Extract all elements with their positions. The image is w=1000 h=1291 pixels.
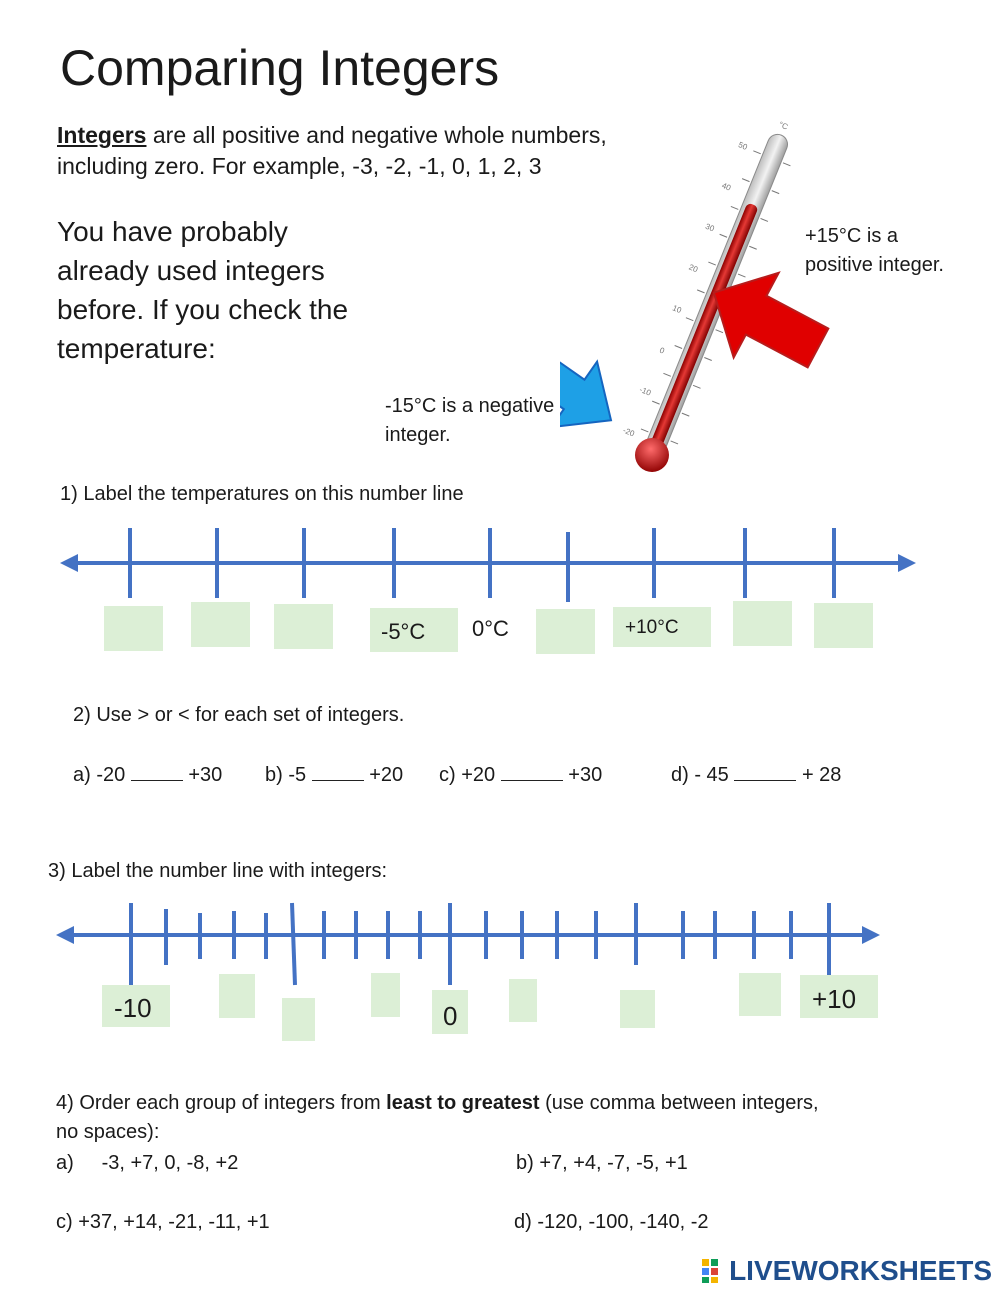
- logo-text: LIVEWORKSHEETS: [729, 1255, 992, 1286]
- label-plus10c: +10°C: [625, 617, 679, 638]
- arrow-left-icon: [56, 926, 74, 944]
- unit-label: °C: [777, 119, 790, 132]
- positive-integer-note: +15°C is a positive integer.: [805, 225, 944, 276]
- label-minus10: -10: [114, 993, 152, 1023]
- q4-prompt: 4) Order each group of integers from least to greatest (use comma between integers, no spaces):: [56, 1092, 819, 1143]
- label-0c: 0°C: [472, 616, 509, 641]
- scale-label-30: 30: [704, 221, 716, 234]
- q2-item-c: c) +20 +30: [439, 764, 603, 786]
- temperature-paragraph: You have probably already used integers before. If you check the temperature:: [57, 216, 349, 364]
- answer-box[interactable]: [371, 973, 400, 1017]
- q3-prompt: 3) Label the number line with integers:: [48, 860, 388, 882]
- q4-item-c: c) +37, +14, -21, -11, +1: [56, 1211, 270, 1233]
- scale-label-40: 40: [720, 180, 733, 193]
- answer-box[interactable]: [282, 998, 315, 1041]
- answer-box[interactable]: [814, 603, 873, 648]
- answer-blank[interactable]: [501, 762, 563, 781]
- integers-term: Integers: [57, 122, 147, 148]
- q2-item-a: a) -20 +30: [73, 764, 223, 786]
- answer-box[interactable]: [536, 609, 595, 654]
- intro-line2: including zero. For example, -3, -2, -1, 0, 1, 2, 3: [57, 153, 542, 179]
- answer-box[interactable]: [191, 602, 250, 647]
- answer-blank[interactable]: [734, 762, 796, 781]
- arrow-left-icon: [60, 554, 78, 572]
- q4-item-a: a) -3, +7, 0, -8, +2: [56, 1152, 239, 1174]
- scale-label-minus20: -20: [621, 425, 636, 439]
- thermometer-illustration: [560, 100, 900, 480]
- intro-line1: are all positive and negative whole numbers,: [146, 122, 607, 148]
- negative-integer-note: -15°C is a negative integer.: [385, 395, 555, 446]
- arrow-right-icon: [898, 554, 916, 572]
- answer-box[interactable]: [104, 606, 163, 651]
- scale-label-50: 50: [736, 140, 749, 152]
- scale-label-10: 10: [671, 303, 683, 316]
- answer-box[interactable]: [509, 979, 537, 1022]
- label-0: 0: [443, 1001, 458, 1031]
- arrow-right-icon: [862, 926, 880, 944]
- page-title: Comparing Integers: [60, 40, 500, 96]
- label-plus10: +10: [812, 984, 857, 1014]
- answer-box[interactable]: [620, 990, 655, 1028]
- answer-blank[interactable]: [312, 762, 364, 781]
- q1-number-line: [0, 520, 1000, 610]
- scale-label-20: 20: [687, 262, 700, 275]
- scale-label-0: 0: [658, 345, 666, 356]
- q2-item-b: b) -5 +20: [265, 764, 404, 786]
- answer-box[interactable]: [219, 974, 255, 1018]
- q4-item-d: d) -120, -100, -140, -2: [514, 1211, 709, 1233]
- scale-label-minus10: -10: [638, 384, 653, 398]
- liveworksheets-logo-icon: [701, 1258, 727, 1284]
- answer-box[interactable]: [739, 973, 781, 1016]
- answer-box[interactable]: [733, 601, 792, 646]
- q4-item-b: b) +7, +4, -7, -5, +1: [516, 1152, 688, 1174]
- q2-prompt: 2) Use > or < for each set of integers.: [73, 704, 405, 726]
- q2-item-d: d) - 45 + 28: [671, 764, 842, 786]
- liveworksheets-logo: [701, 1254, 992, 1288]
- answer-box[interactable]: [274, 604, 333, 649]
- q1-prompt: 1) Label the temperatures on this number line: [60, 483, 464, 505]
- answer-blank[interactable]: [131, 762, 183, 781]
- label-minus5c: -5°C: [381, 619, 426, 644]
